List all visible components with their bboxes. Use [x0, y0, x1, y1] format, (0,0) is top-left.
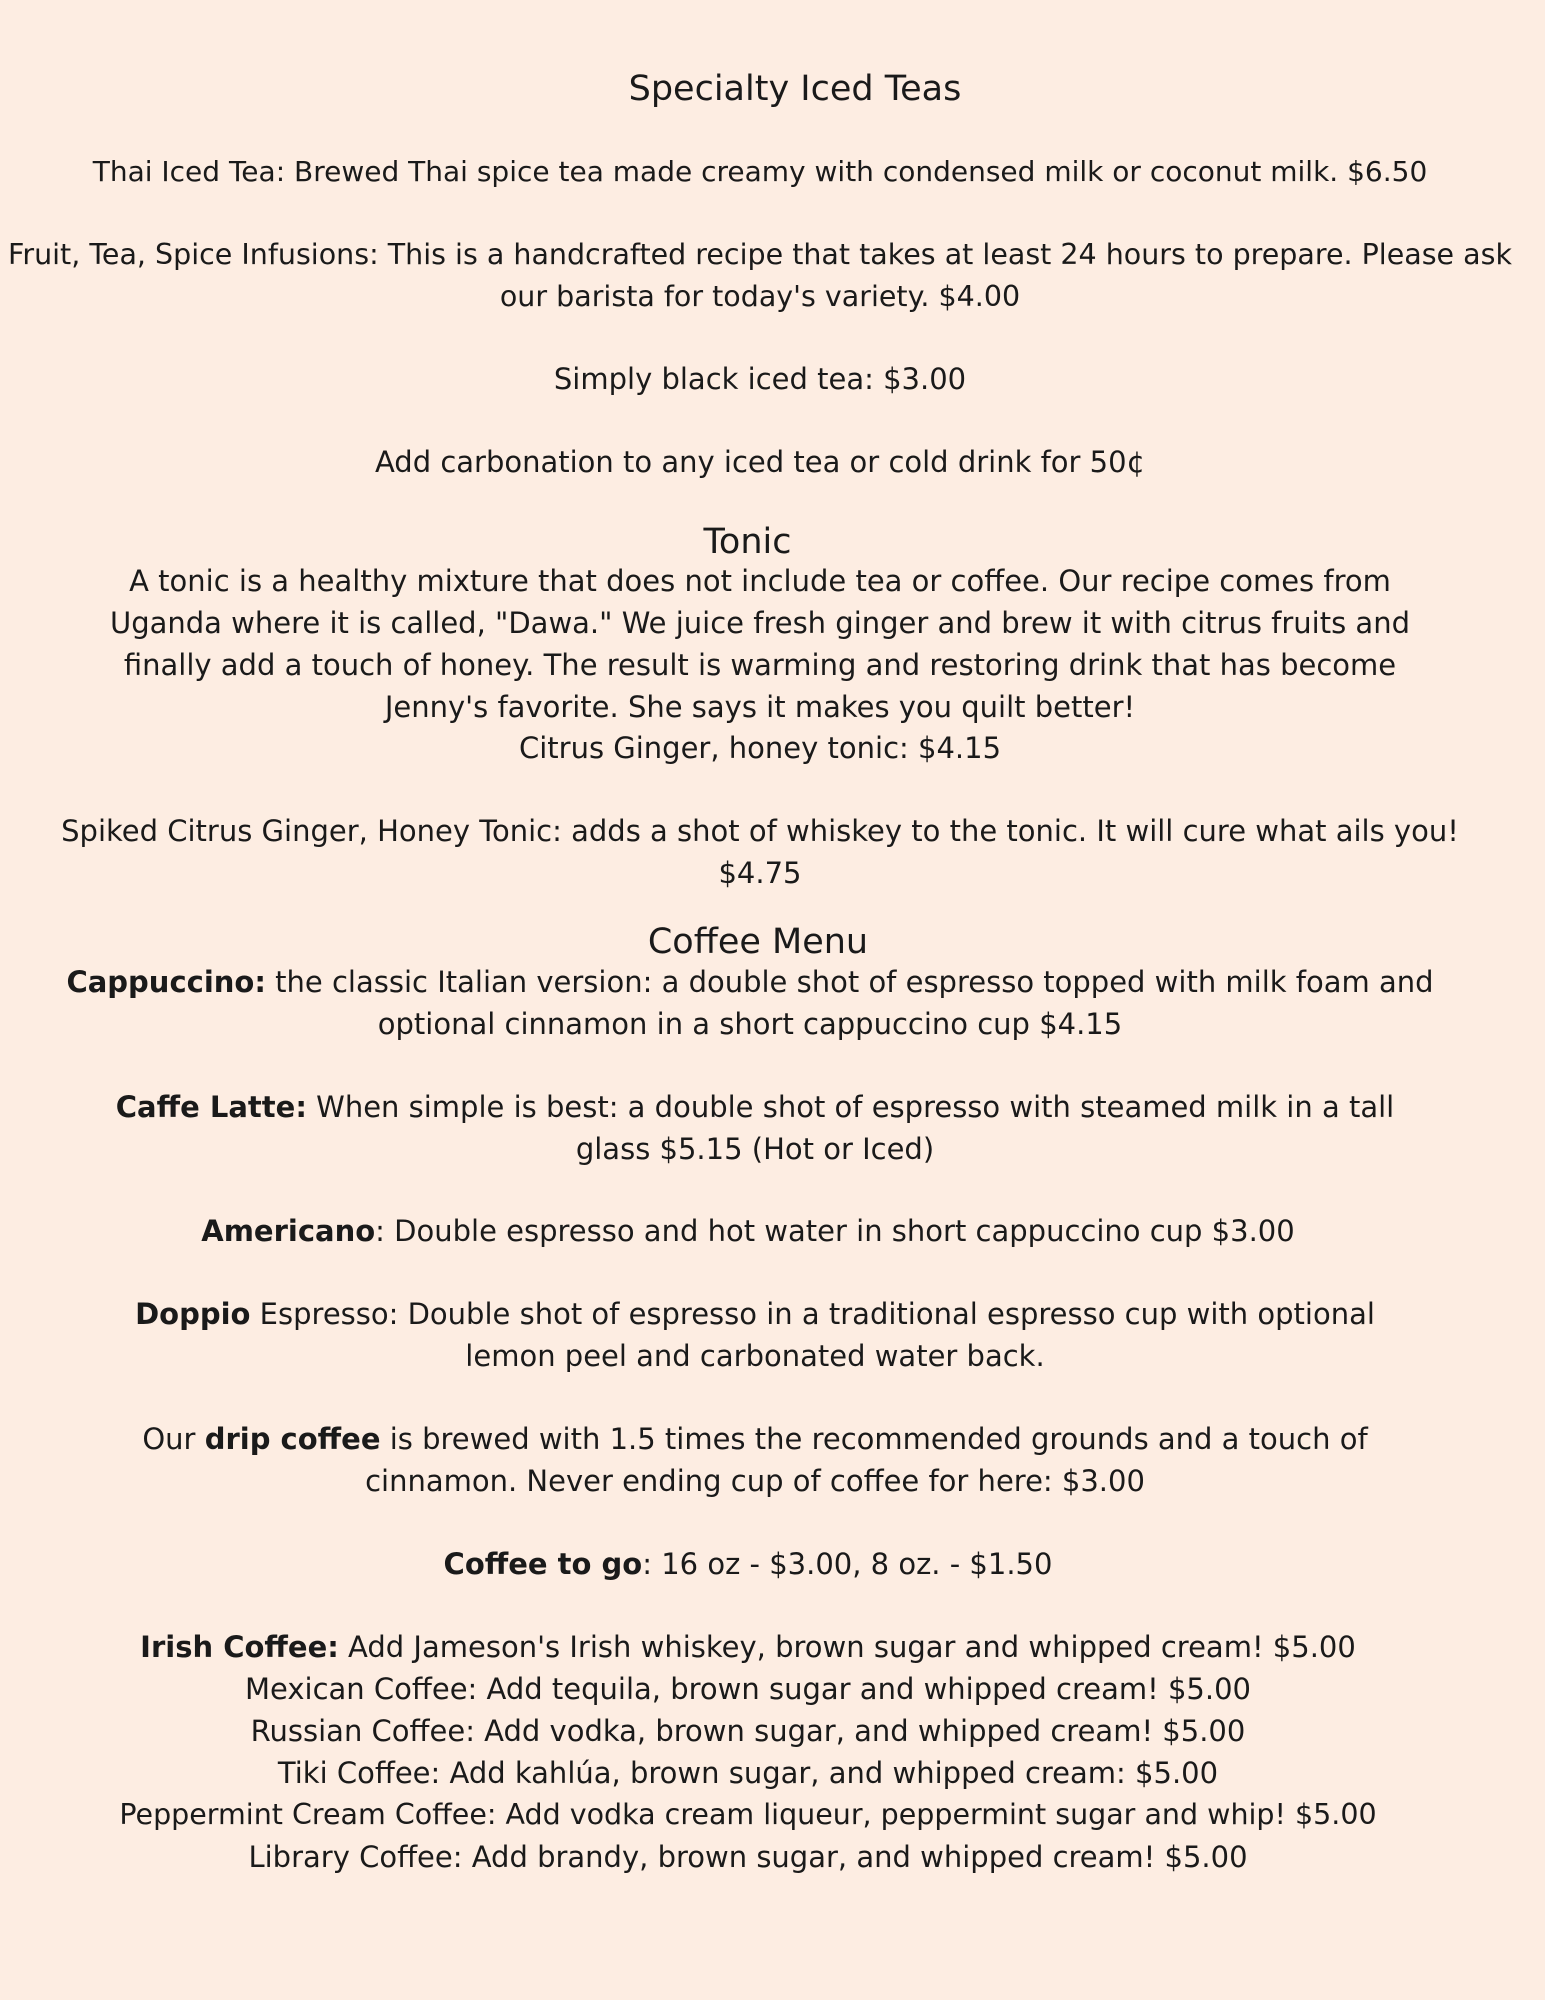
library-coffee-item: Library Coffee: Add brandy, brown sugar, and whipped cream! $5.00 — [248, 1840, 1248, 1874]
carbonation-note: Add carbonation to any iced tea or cold drink for 50¢ — [374, 445, 1146, 479]
caffe-latte-name: Caffe Latte: — [115, 1090, 307, 1124]
irish-coffee-item — [0, 1626, 1496, 1668]
americano-description: : Double espresso and hot water in short cappuccino cup $3.00 — [375, 1214, 1295, 1248]
irish-coffee-description: Add Jameson's Irish whiskey, brown sugar and whipped cream! $5.00 — [338, 1630, 1356, 1664]
americano-item — [0, 1210, 1496, 1252]
tonic-price: Citrus Ginger, honey tonic: $4.15 — [518, 731, 1002, 765]
coffee-to-go-name: Coffee to go — [443, 1547, 643, 1581]
doppio-name: Doppio — [135, 1297, 251, 1331]
doppio-description: Espresso: Double shot of espresso in a traditional espresso cup with optional lemon peel and carbonated water back. — [250, 1297, 1375, 1373]
thai-iced-tea-item: Thai Iced Tea: Brewed Thai spice tea made creamy with condensed milk or coconut milk. $6.50 — [92, 155, 1428, 188]
caffe-latte-description: When simple is best: a double shot of espresso with steamed milk in a tall glass $5.15 (Hot or Iced) — [306, 1090, 1395, 1166]
spiked-tonic-item: Spiked Citrus Ginger, Honey Tonic: adds a shot of whiskey to the tonic. It will cure what ails you! $4.75 — [61, 814, 1459, 890]
black-iced-tea-item: Simply black iced tea: $3.00 — [553, 362, 967, 396]
drip-coffee-prefix: Our — [142, 1422, 205, 1456]
cappuccino-item — [60, 961, 1440, 1045]
russian-coffee-item: Russian Coffee: Add vodka, brown sugar, and whipped cream! $5.00 — [250, 1714, 1246, 1748]
coffee-to-go-item — [0, 1543, 1496, 1585]
americano-name: Americano — [201, 1214, 376, 1248]
drip-coffee-description: is brewed with 1.5 times the recommended grounds and a touch of cinnamon. Never ending cup of coffee for here: $3.00 — [365, 1422, 1368, 1498]
coffee-menu-heading: Coffee Menu — [647, 922, 869, 962]
iced-teas-heading: Specialty Iced Teas — [628, 69, 962, 109]
tiki-coffee-item: Tiki Coffee: Add kahlúa, brown sugar, and whipped cream: $5.00 — [277, 1756, 1219, 1790]
cappuccino-name: Cappuccino: — [66, 965, 266, 999]
caffe-latte-item — [90, 1086, 1420, 1170]
cappuccino-description: the classic Italian version: a double shot of espresso topped with milk foam and optional cinnamon in a short cappuccino cup $4.15 — [265, 965, 1434, 1041]
infusions-item: Fruit, Tea, Spice Infusions: This is a handcrafted recipe that takes at least 24 hours to prepare. Please ask our barista for today's variety. $4.00 — [8, 238, 1512, 313]
coffee-to-go-description: : 16 oz - $3.00, 8 oz. - $1.50 — [642, 1547, 1053, 1581]
drip-coffee-item — [90, 1418, 1420, 1502]
drip-coffee-name: drip coffee — [204, 1422, 381, 1456]
doppio-item — [90, 1293, 1420, 1377]
tonic-description: A tonic is a healthy mixture that does not include tea or coffee. Our recipe comes from Uganda where it is called, "Dawa." We juice fresh ginger and brew it with citrus fruits and finally add a touch of honey. The result is warming and restoring drink that has become Jenny's favorite. She says it makes you quilt better! — [109, 564, 1410, 724]
mexican-coffee-item: Mexican Coffee: Add tequila, brown sugar and whipped cream! $5.00 — [245, 1672, 1251, 1706]
irish-coffee-name: Irish Coffee: — [140, 1630, 339, 1664]
tonic-heading: Tonic — [703, 522, 792, 562]
peppermint-coffee-item: Peppermint Cream Coffee: Add vodka cream liqueur, peppermint sugar and whip! $5.00 — [119, 1798, 1377, 1831]
